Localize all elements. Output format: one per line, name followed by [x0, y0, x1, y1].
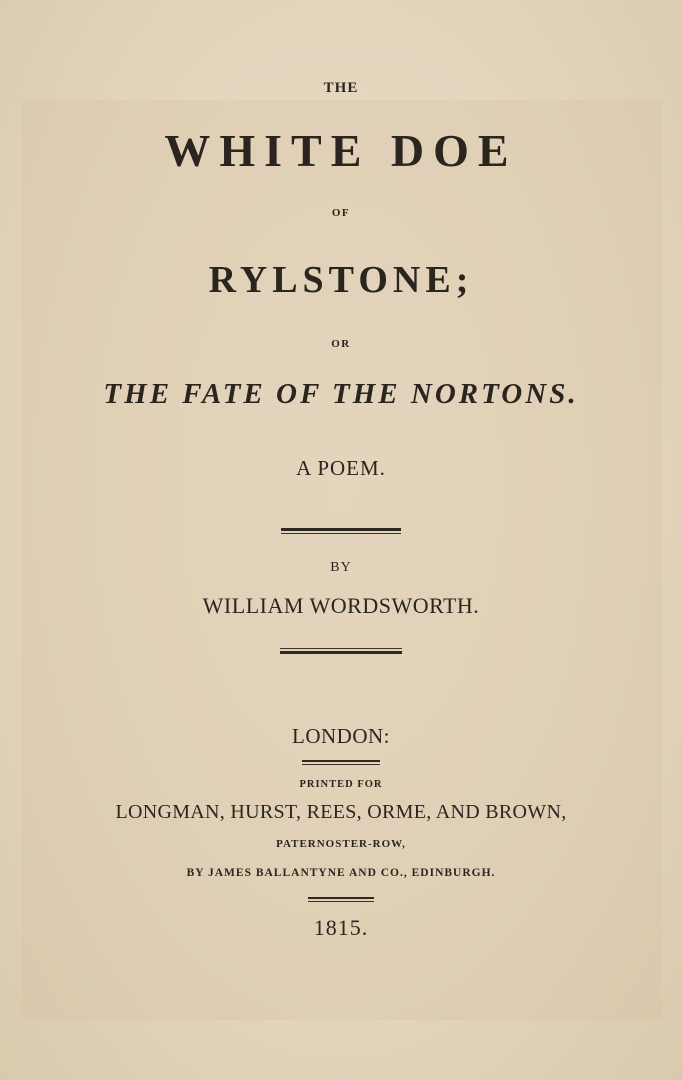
printed-for-label: PRINTED FOR: [299, 779, 383, 790]
divider-rule: [281, 528, 401, 534]
divider-rule: [302, 760, 380, 765]
subtitle: THE FATE OF THE NORTONS.: [103, 378, 579, 410]
imprint-city: LONDON:: [292, 724, 390, 748]
article-the: THE: [323, 80, 359, 96]
author-name: WILLIAM WORDSWORTH.: [202, 593, 480, 618]
divider-rule: [280, 648, 402, 654]
publishers: LONGMAN, HURST, REES, ORME, AND BROWN,: [115, 801, 567, 823]
publication-year: 1815.: [313, 915, 369, 940]
publisher-address: PATERNOSTER-ROW,: [276, 838, 406, 850]
connector-of: OF: [331, 207, 351, 219]
title-main: WHITE DOE: [164, 125, 518, 176]
title-place: RYLSTONE;: [208, 259, 474, 301]
by-label: BY: [330, 560, 352, 575]
divider-rule: [308, 897, 374, 902]
connector-or: OR: [331, 338, 351, 350]
printer-line: BY JAMES BALLANTYNE AND CO., EDINBURGH.: [186, 867, 496, 879]
genre-label: A POEM.: [296, 456, 386, 480]
